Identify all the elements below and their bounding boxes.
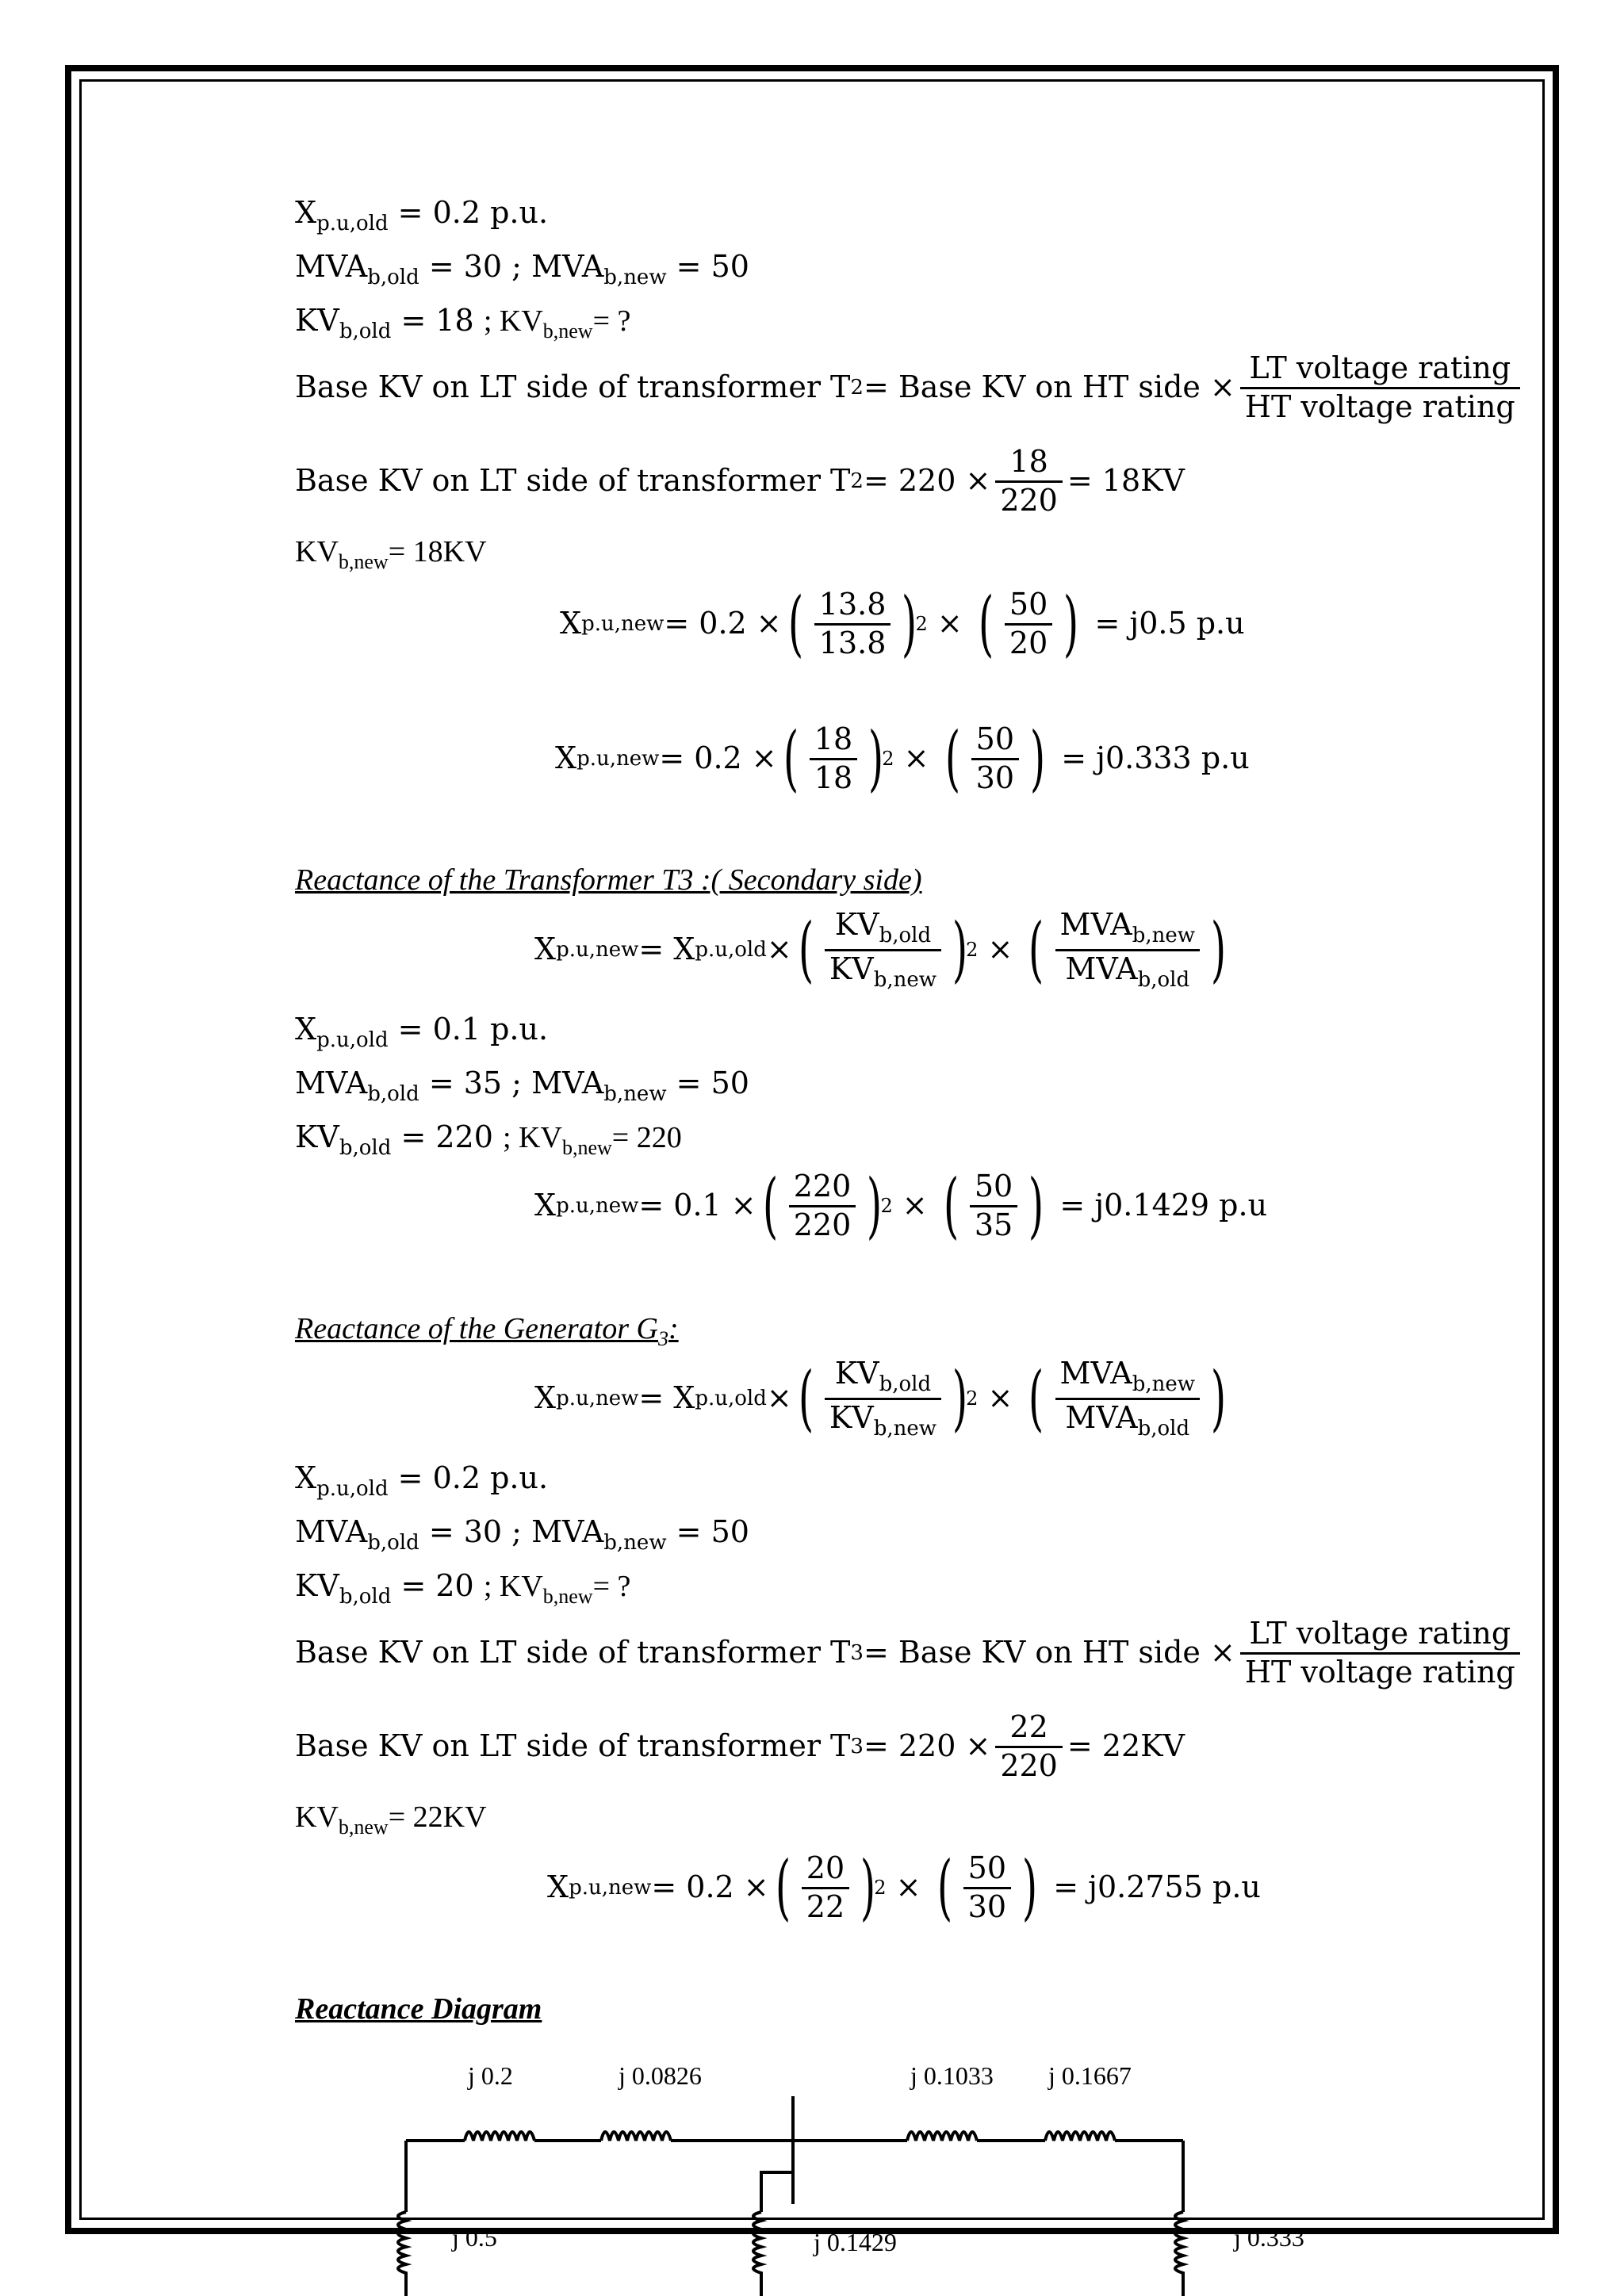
line-mva-g2: $MVA_{b,old} = 30$ ; $MVA_{b,new} = 50$ <box>295 249 749 289</box>
equation-xpu-new-2: X p.u,new = 0.2 × ( $\frac{18}{18}$ ) 2 × ( $\frac{50}{30}$ ) = j0.333 p.u <box>555 717 1250 801</box>
line-kv-t3: $KV_{b,old} = 220$ ; $KV_{b,new}= 220$ <box>295 1119 682 1160</box>
line-kv-g2: $KV_{b,old} = 18$ ; $KV_{b,new}=$ ? <box>295 303 631 343</box>
heading-generator-g3: Reactance of the Generator $G_3$: <box>295 1312 679 1350</box>
label-reactance-shunt-mid: j 0.1429 <box>814 2228 897 2256</box>
heading-transformer-t3: Reactance of the Transformer T3 :( Secondary side) <box>295 863 922 897</box>
line-mva-t3: $MVA_{b,old} = 35$ ; $MVA_{b,new} = 50$ <box>295 1066 749 1106</box>
line-kv-new-g2: $KV_{b,new}= 18KV$ <box>295 535 487 573</box>
line-xpu-old-g3: $X_{p.u,old} = 0.2$ p.u. <box>295 1460 549 1501</box>
line-basekv-value-t2: Base KV on LT side of transformer T 2 = 220 × $\frac{18}{220}$ = 18KV <box>295 444 1185 518</box>
inductor-shunt-mid <box>753 2212 761 2296</box>
diagram-wire-mid-drop <box>761 2172 793 2212</box>
formula-xpu-new-t3: X p.u,new = X p.u,old × ( $\frac{KV_{b,old}}{KV_{b,new}}$ ) 2 × ( $\frac{MVA_{b,new}}{MVA_{b,old}}$ ) <box>534 907 1227 992</box>
heading-reactance-diagram: Reactance Diagram <box>295 1992 542 2026</box>
line-basekv-formula-t2: Base KV on LT side of transformer T 2 = Base KV on HT side × $\frac{\text{LT voltage rating}}{\text{HT voltage rating}}$ <box>295 352 1525 424</box>
equation-xpu-new-1: X p.u,new = 0.2 × ( $\frac{13.8}{13.8}$ ) 2 × ( $\frac{50}{20}$ ) = j0.5 p.u <box>560 582 1245 666</box>
label-reactance-shunt-left: j 0.5 <box>452 2223 497 2252</box>
equation-xpu-new-t3: X p.u,new = 0.1 × ( $\frac{220}{220}$ ) 2 × ( $\frac{50}{35}$ ) = j0.1429 p.u <box>534 1164 1268 1248</box>
inductor-shunt-right <box>1175 2212 1183 2296</box>
inductor-t2 <box>907 2132 977 2141</box>
line-kv-g3: $KV_{b,old} = 20$ ; $KV_{b,new}=$ ? <box>295 1568 631 1609</box>
label-reactance-t2: j 0.1033 <box>910 2061 994 2090</box>
line-mva-g3: $MVA_{b,old} = 30$ ; $MVA_{b,new} = 50$ <box>295 1514 749 1555</box>
label-reactance-g1: j 0.2 <box>468 2061 513 2090</box>
line-xpu-old-t3: $X_{p.u,old} = 0.1$ p.u. <box>295 1012 549 1052</box>
label-reactance-shunt-right: j 0.333 <box>1234 2223 1304 2252</box>
line-basekv-value-t3: Base KV on LT side of transformer T 3 = 220 × $\frac{22}{220}$ = 22KV <box>295 1709 1185 1783</box>
line-kv-new-g3: $KV_{b,new}= 22KV$ <box>295 1800 487 1839</box>
inductor-line <box>1045 2132 1115 2141</box>
inductor-shunt-left <box>398 2212 406 2296</box>
line-basekv-formula-t3: Base KV on LT side of transformer T 3 = Base KV on HT side × $\frac{\text{LT voltage rating}}{\text{HT voltage rating}}$ <box>295 1617 1525 1689</box>
label-reactance-t1: j 0.0826 <box>619 2061 702 2090</box>
line-xpu-old-g2: $X_{p.u,old} = 0.2$ p.u. <box>295 195 549 235</box>
inductor-t1 <box>601 2132 671 2141</box>
equation-xpu-new-g3: X p.u,new = 0.2 × ( $\frac{20}{22}$ ) 2 × ( $\frac{50}{30}$ ) = j0.2755 p.u <box>547 1846 1261 1930</box>
inductor-g1 <box>465 2132 534 2141</box>
formula-xpu-new-g3: X p.u,new = X p.u,old × ( $\frac{KV_{b,old}}{KV_{b,new}}$ ) 2 × ( $\frac{MVA_{b,new}}{MVA_{b,old}}$ ) <box>534 1356 1227 1441</box>
label-reactance-line: j 0.1667 <box>1048 2061 1132 2090</box>
